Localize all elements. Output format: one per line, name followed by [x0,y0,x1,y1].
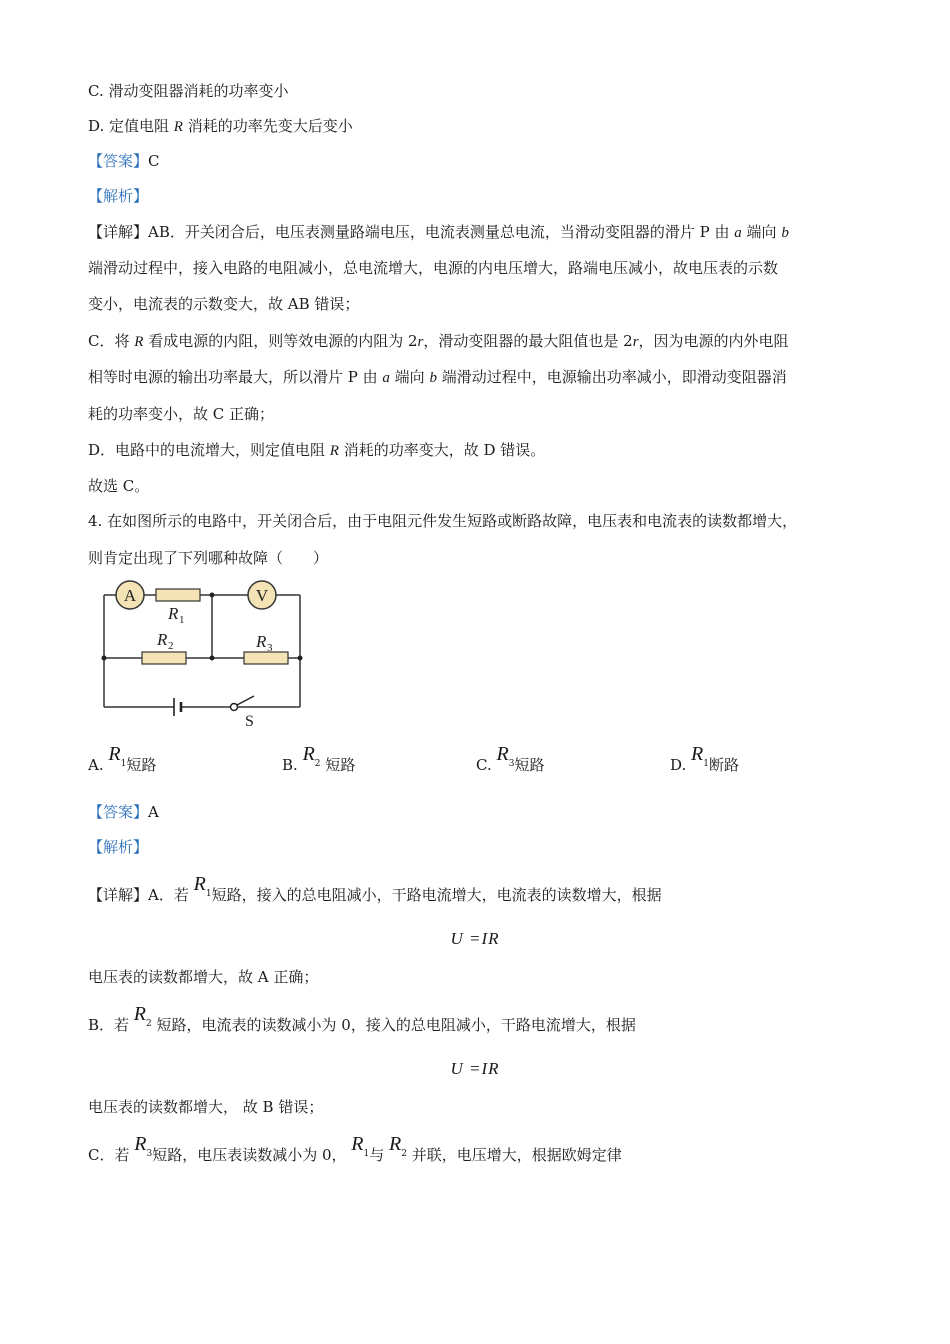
detail-line-8: 故选 C。 [88,477,150,495]
detail-line-6: 耗的功率变小，故 C 正确； [88,405,275,423]
junction-dot [210,593,215,598]
option-b: B. $R^2$ 短路 [282,743,356,774]
junction-dot [298,656,303,661]
circuit-diagram [90,575,320,735]
r3-label: R [256,632,267,651]
resistor-r1 [156,589,200,601]
r1-sub: 1 [179,614,185,626]
explain-line-1: 【详解】A．若 $R^1$短路，接入的总电阻减小，干路电流增大，电流表的读数增大，根据 [88,873,662,904]
junction-dot [210,656,215,661]
answer-line-1: 【答案】C [88,152,160,170]
detail-line-2: 端滑动过程中，接入电路的电阻减小，总电流增大，电源的内电压增大，路端电压减小，故电压表的示数 [88,259,779,277]
detail-line-1: 【详解】AB．开关闭合后，电压表测量路端电压，电流表测量总电流，当滑动变阻器的滑片 P 由 a 端向 b [88,223,789,241]
r3-sub: 3 [267,642,273,654]
equation-1: U =IR [450,929,500,948]
junction-dot [102,656,107,661]
battery-icon [174,698,181,716]
option-d-line: D. 定值电阻 R 消耗的功率先变大后变小 [88,117,353,135]
detail-line-5: 相等时电源的输出功率最大，所以滑片 P 由 a 端向 b 端滑动过程中，电源输出功率减小，即滑动变阻器消 [88,368,787,386]
voltmeter-label: V [255,586,269,605]
option-c: C. $R^3$短路 [476,743,545,774]
r2-sub: 2 [168,640,174,652]
analysis-tag-2: 【解析】 [88,838,149,856]
option-d: D. $R^1$断路 [670,743,740,774]
detail-line-3: 变小，电流表的示数变大，故 AB 错误； [88,295,360,313]
explain-line-3: B．若 $R^2$ 短路，电流表的读数减小为 0，接入的总电阻减小，干路电流增大，根据 [88,1003,636,1034]
analysis-tag-1: 【解析】 [88,187,149,205]
detail-line-4: C．将 R 看成电源的内阻，则等效电源的内阻为 2r，滑动变阻器的最大阻值也是 2r，因为电源的内外电阻 [88,332,789,350]
explain-line-5: C．若 $R^3$短路，电压表读数减小为 0， $R^1$与 $R^2$ 并联，电压增大，根据欧姆定律 [88,1133,622,1164]
option-a: A. $R^1$短路 [88,743,157,774]
switch-icon [231,696,255,711]
resistor-r3 [244,652,288,664]
detail-line-7: D．电路中的电流增大，则定值电阻 R 消耗的功率变大，故 D 错误。 [88,441,546,459]
equation-2: U =IR [450,1059,500,1078]
resistor-r2 [142,652,186,664]
option-c-line: C. 滑动变阻器消耗的功率变小 [88,82,289,100]
r2-label: R [157,630,168,649]
answer-line-2: 【答案】A [88,803,159,821]
switch-label: S [245,713,254,730]
question-4-line-1: 4. 在如图所示的电路中，开关闭合后，由于电阻元件发生短路或断路故障，电压表和电流表的读数都增大， [88,512,798,530]
explain-line-4: 电压表的读数都增大， 故 B 错误； [88,1098,324,1116]
ammeter-label: A [123,586,137,605]
question-4-line-2: 则肯定出现了下列哪种故障（ ） [88,549,329,567]
r1-label: R [168,604,179,623]
explain-line-2: 电压表的读数都增大，故 A 正确； [88,968,319,986]
